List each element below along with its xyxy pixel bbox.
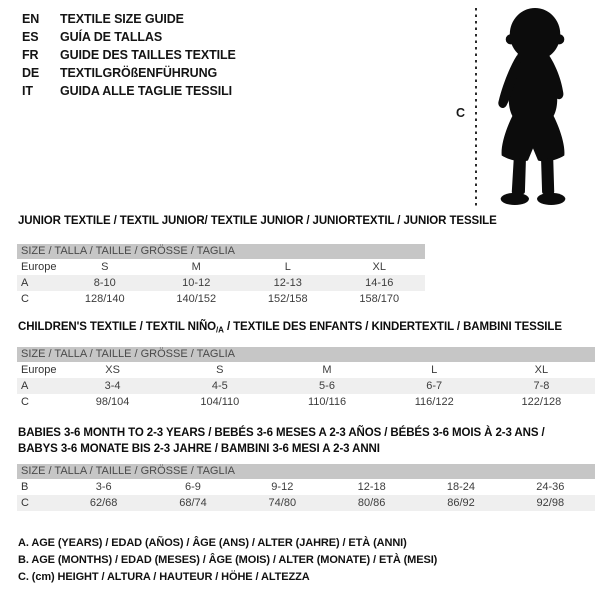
column-header: Europe: [21, 364, 57, 376]
table-cell: 62/68: [89, 497, 118, 509]
table-cell: 98/104: [95, 396, 130, 408]
table-cell: 122/128: [521, 396, 562, 408]
table-cell: 80/86: [357, 497, 386, 509]
row-label: B: [21, 481, 29, 493]
language-label: GUIDA ALLE TAGLIE TESSILI: [60, 84, 233, 98]
table-cell: 3-6: [95, 481, 112, 493]
language-code: ES: [22, 30, 39, 44]
language-code: FR: [22, 48, 39, 62]
table-cell: 128/140: [84, 293, 125, 305]
legend-line-a: A. AGE (YEARS) / EDAD (AÑOS) / ÂGE (ANS) / ALTER (JAHRE) / ETÀ (ANNI): [18, 537, 407, 549]
table-cell: 158/170: [359, 293, 400, 305]
language-code: DE: [22, 66, 40, 80]
table-cell: 6-7: [426, 380, 443, 392]
table-cell: 74/80: [268, 497, 297, 509]
babies-title-line1: BABIES 3-6 MONTH TO 2-3 YEARS / BEBÉS 3-6 MESES A 2-3 AÑOS / BÉBÉS 3-6 MOIS À 2-3 ANS /: [18, 427, 545, 439]
language-row-es: [22, 28, 236, 46]
table-cell: 110/116: [307, 396, 347, 408]
children-row-c: [17, 394, 595, 410]
column-header: L: [284, 261, 291, 273]
table-cell: 12-13: [273, 277, 302, 289]
table-cell: 6-9: [185, 481, 201, 493]
table-cell: 9-12: [271, 481, 294, 493]
babies-title-line2: BABYS 3-6 MONATE BIS 2-3 JAHRE / BAMBINI 3-6 MESI A 2-3 ANNI: [18, 443, 380, 455]
table-cell: 152/158: [267, 293, 308, 305]
language-code: IT: [22, 84, 33, 98]
children-title-text: CHILDREN'S TEXTILE / TEXTIL NIÑO: [18, 321, 217, 333]
table-cell: 104/110: [200, 396, 240, 408]
children-row-a: [17, 378, 595, 394]
language-row-en: [22, 10, 236, 28]
size-header-bar: SIZE / TALLA / TAILLE / GRÖSSE / TAGLIA: [17, 347, 595, 362]
babies-size-table: [17, 464, 595, 511]
language-row-de: [22, 64, 236, 82]
language-list: [22, 10, 236, 100]
row-label: C: [21, 293, 29, 305]
language-row-it: [22, 82, 236, 100]
junior-section-title: JUNIOR TEXTILE / TEXTIL JUNIOR/ TEXTILE JUNIOR / JUNIORTEXTIL / JUNIOR TESSILE: [18, 215, 497, 227]
legend-line-b: B. AGE (MONTHS) / EDAD (MESES) / ÂGE (MOIS) / ALTER (MONATE) / ETÀ (MESI): [18, 554, 438, 566]
table-cell: 8-10: [93, 277, 116, 289]
column-header: XL: [534, 364, 549, 376]
babies-row-c: [17, 495, 595, 511]
junior-row-c: [17, 291, 425, 307]
table-cell: 3-4: [104, 380, 121, 392]
language-label: TEXTILE SIZE GUIDE: [60, 12, 184, 26]
row-label: A: [21, 380, 29, 392]
table-cell: 86/92: [447, 497, 475, 509]
column-header: M: [322, 364, 332, 376]
row-label: C: [21, 396, 29, 408]
children-column-header-row: [17, 362, 595, 378]
row-label: C: [21, 497, 29, 509]
table-cell: 10-12: [182, 277, 211, 289]
table-cell: 5-6: [319, 380, 335, 392]
baby-silhouette-icon: [482, 6, 584, 208]
table-cell: 116/122: [414, 396, 454, 408]
junior-column-header-row: [17, 259, 425, 275]
language-label: GUÍA DE TALLAS: [60, 30, 163, 44]
column-header: S: [101, 261, 109, 273]
height-dotted-line: [475, 8, 477, 207]
table-cell: 18-24: [446, 481, 476, 493]
measurement-legend: [18, 535, 437, 586]
language-code: EN: [22, 12, 40, 26]
height-measure-label: C: [456, 106, 466, 120]
table-cell: 68/74: [179, 497, 207, 509]
column-header: Europe: [21, 261, 57, 273]
children-title-text: / TEXTILE DES ENFANTS / KINDERTEXTIL / BAMBINI TESSILE: [223, 321, 562, 333]
table-cell: 12-18: [357, 481, 386, 493]
table-cell: 7-8: [533, 380, 550, 392]
column-header: S: [216, 364, 224, 376]
row-label: A: [21, 277, 29, 289]
column-header: XS: [105, 364, 120, 376]
junior-size-table: [17, 244, 425, 307]
language-label: GUIDE DES TAILLES TEXTILE: [60, 48, 236, 62]
junior-row-a: [17, 275, 425, 291]
table-cell: 24-36: [536, 481, 565, 493]
column-header: XL: [372, 261, 386, 273]
children-section-title: [18, 321, 562, 335]
column-header: L: [431, 364, 438, 376]
children-size-table: [17, 347, 595, 410]
table-cell: 4-5: [211, 380, 228, 392]
babies-row-b: [17, 479, 595, 495]
table-cell: 140/152: [176, 293, 217, 305]
size-header-bar: SIZE / TALLA / TAILLE / GRÖSSE / TAGLIA: [17, 244, 425, 259]
babies-section-title: [18, 425, 545, 457]
legend-line-c: C. (cm) HEIGHT / ALTURA / HAUTEUR / HÖHE / ALTEZZA: [18, 571, 310, 583]
column-header: M: [191, 261, 201, 273]
children-title-subscript: /A: [216, 325, 224, 335]
language-label: TEXTILGRÖßENFÜHRUNG: [60, 66, 218, 80]
language-row-fr: [22, 46, 236, 64]
table-cell: 14-16: [365, 277, 394, 289]
table-cell: 92/98: [536, 497, 565, 509]
size-header-bar: SIZE / TALLA / TAILLE / GRÖSSE / TAGLIA: [17, 464, 595, 479]
